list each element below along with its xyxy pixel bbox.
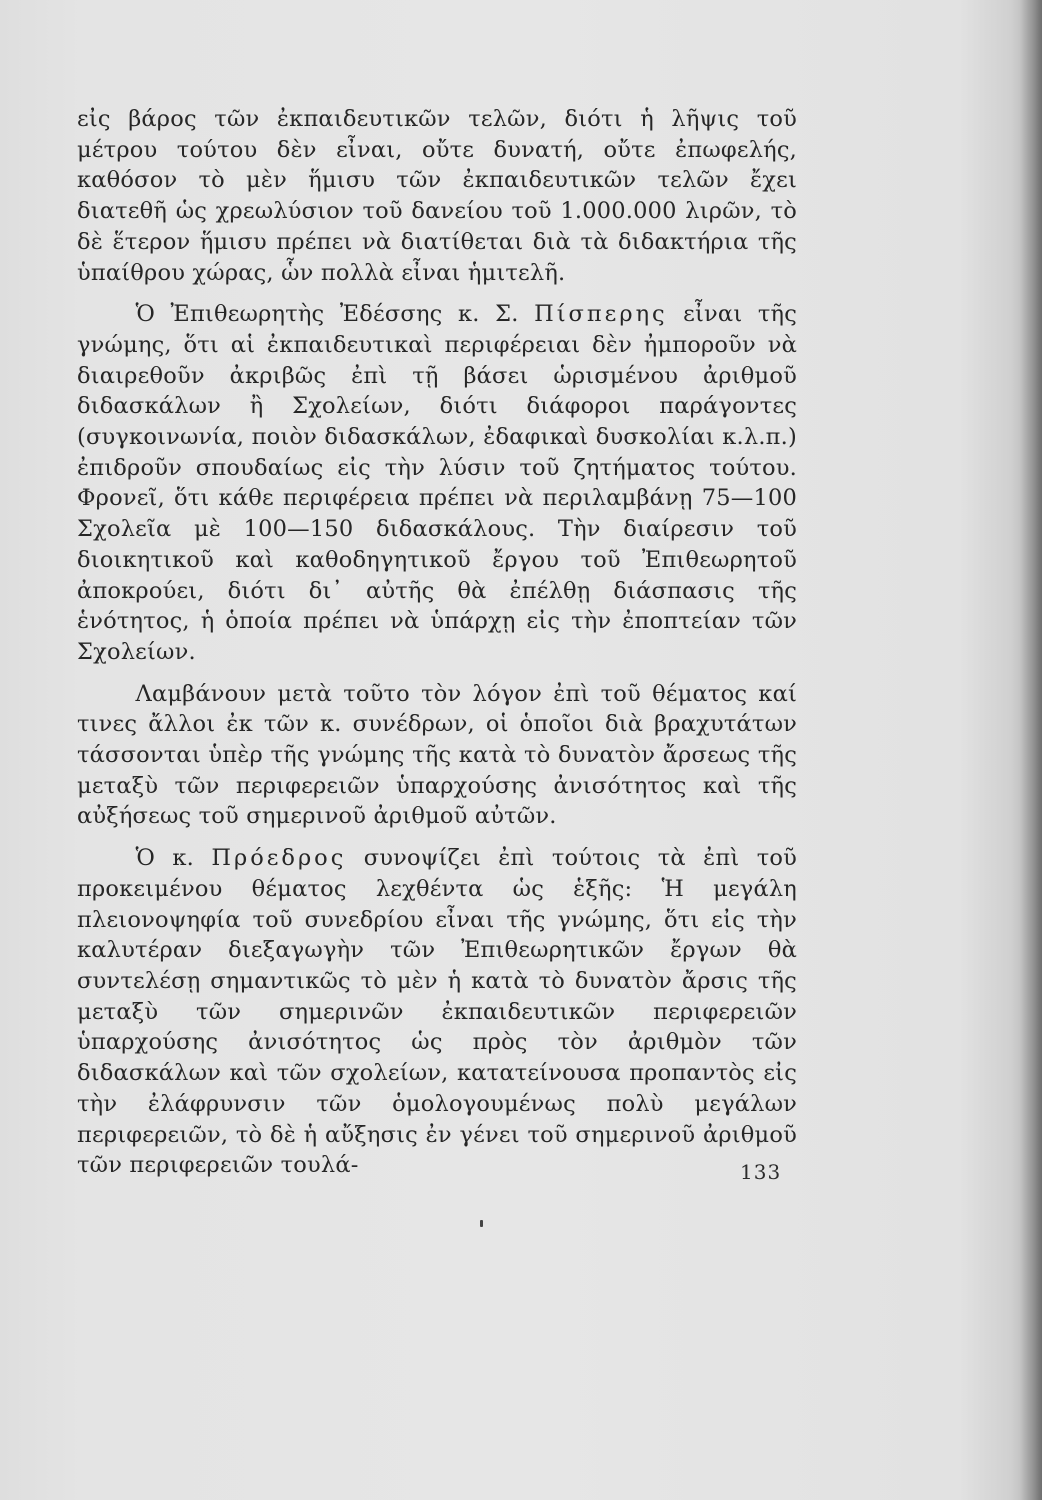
paragraph-4-lead: Ὁ κ. bbox=[135, 845, 212, 872]
body-text bbox=[77, 104, 797, 1181]
page-number: 133 bbox=[740, 1160, 782, 1184]
speaker-name-pisperis: Πίσπερης bbox=[534, 301, 668, 328]
paragraph-1-text: εἰς βάρος τῶν ἐκπαιδευτικῶν τελῶν, διότι ἡ λῆψις τοῦ μέτρου τούτου δὲν εἶναι, οὔτε δυνατή, οὔτε ἐπωφελής, καθόσον τὸ μὲν ἥμισυ τῶν ἐκπαιδευτικῶν τελῶν ἔχει διατεθῆ ὡς χρεωλύσιον τοῦ δανείου τοῦ 1.000.000 λιρῶν, τὸ δὲ ἕτερον ἥμισυ πρέπει νὰ διατίθεται διὰ τὰ διδακτήρια τῆς ὑπαίθρου χώρας, ὧν πολλὰ εἶναι ἡμιτελῆ. bbox=[77, 106, 797, 286]
paragraph-2 bbox=[77, 299, 797, 667]
paragraph-3-text: Λαμβάνουν μετὰ τοῦτο τὸν λόγον ἐπὶ τοῦ θέματος καί τινες ἄλλοι ἐκ τῶν κ. συνέδρων, οἱ ὁποῖοι διὰ βραχυτάτων τάσσονται ὑπὲρ τῆς γνώμης τῆς κατὰ τὸ δυνατὸν ἄρσεως τῆς μεταξὺ τῶν περιφερειῶν ὑπαρχούσης ἀνισότητος καὶ τῆς αὐξήσεως τοῦ σημερινοῦ ἀριθμοῦ αὐτῶν. bbox=[77, 680, 797, 830]
paragraph-2-rest: εἶναι τῆς γνώμης, ὅτι αἱ ἐκπαιδευτικαὶ περιφέρειαι δὲν ἠμποροῦν νὰ διαιρεθοῦν ἀκριβῶς ἐπὶ τῇ βάσει ὡρισμένου ἀριθμοῦ διδασκάλων ἢ Σχολείων, διότι διάφοροι παράγοντες (συγκοινωνία, ποιὸν διδασκάλων, ἐδαφικαὶ δυσκολίαι κ.λ.π.) ἐπιδροῦν σπουδαίως εἰς τὴν λύσιν τοῦ ζητήματος τούτου. Φρονεῖ, ὅτι κάθε περιφέρεια πρέπει νὰ περιλαμβάνῃ 75—100 Σχολεῖα μὲ 100—150 διδασκάλους. Τὴν διαίρεσιν τοῦ διοικητικοῦ καὶ καθοδηγητικοῦ ἔργου τοῦ Ἐπιθεωρητοῦ ἀποκρούει, διότι δι᾿ αὐτῆς θὰ ἐπέλθῃ διάσπασις τῆς ἑνότητος, ἡ ὁποία πρέπει νὰ ὑπάρχῃ εἰς τὴν ἐποπτείαν τῶν Σχολείων. bbox=[77, 301, 797, 665]
page-edge-shadow bbox=[1020, 0, 1042, 1500]
paragraph-2-lead: Ὁ Ἐπιθεωρητὴς Ἐδέσσης κ. Σ. bbox=[135, 301, 535, 328]
paragraph-4 bbox=[77, 843, 797, 1181]
paragraph-1 bbox=[77, 104, 797, 288]
ink-speck bbox=[480, 1220, 483, 1227]
speaker-name-proedros: Πρόεδρος bbox=[211, 845, 347, 872]
paragraph-3 bbox=[77, 679, 797, 833]
paragraph-4-rest: συνοψίζει ἐπὶ τούτοις τὰ ἐπὶ τοῦ προκειμένου θέματος λεχθέντα ὡς ἑξῆς: Ἡ μεγάλη πλειονοψηφία τοῦ συνεδρίου εἶναι τῆς γνώμης, ὅτι εἰς τὴν καλυτέραν διεξαγωγὴν τῶν Ἐπιθεωρητικῶν ἔργων θὰ συντελέσῃ σημαντικῶς τὸ μὲν ἡ κατὰ τὸ δυνατὸν ἄρσις τῆς μεταξὺ τῶν σημερινῶν ἐκπαιδευτικῶν περιφερειῶν ὑπαρχούσης ἀνισότητος ὡς πρὸς τὸν ἀριθμὸν τῶν διδασκάλων καὶ τῶν σχολείων, κατατείνουσα προπαντὸς εἰς τὴν ἐλάφρυνσιν τῶν ὁμολογουμένως πολὺ μεγάλων περιφερειῶν, τὸ δὲ ἡ αὔξησις ἐν γένει τοῦ σημερινοῦ ἀριθμοῦ τῶν περιφερειῶν τουλά- bbox=[77, 845, 798, 1179]
